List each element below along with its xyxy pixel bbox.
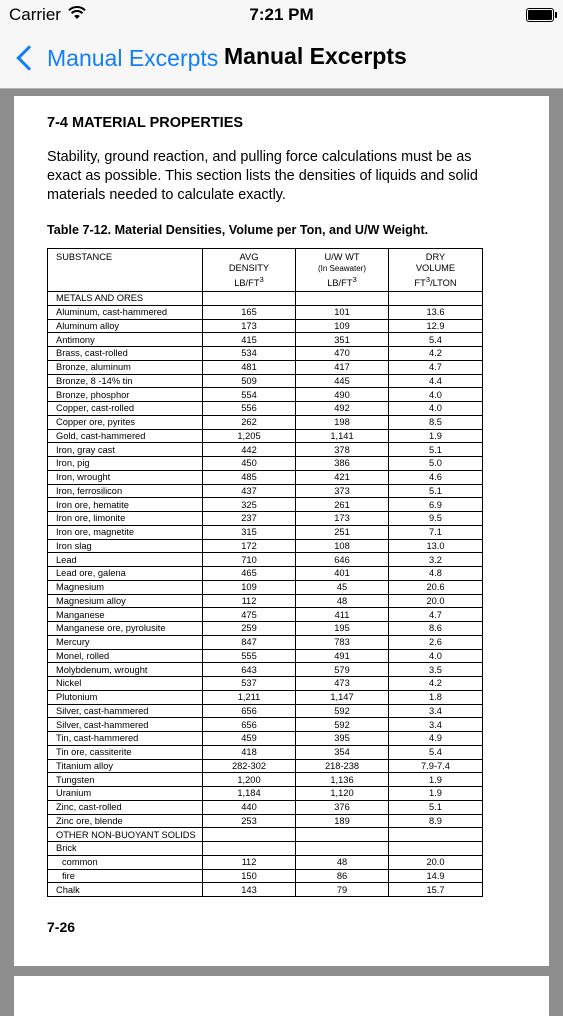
table-cell: 109: [296, 319, 389, 333]
table-cell: 537: [203, 677, 296, 691]
table-cell: 13.0: [389, 539, 483, 553]
table-cell: 1,200: [203, 773, 296, 787]
table-cell: 195: [296, 622, 389, 636]
table-cell: 485: [203, 470, 296, 484]
table-cell: 7.1: [389, 525, 483, 539]
table-cell: 783: [296, 635, 389, 649]
table-cell: 4.4: [389, 374, 483, 388]
header-substance: SUBSTANCE: [48, 249, 203, 292]
table-cell: 165: [203, 305, 296, 319]
table-cell: Tin ore, cassiterite: [48, 745, 203, 759]
table-cell: 1.8: [389, 690, 483, 704]
table-cell: [296, 828, 389, 842]
table-cell: 401: [296, 567, 389, 581]
table-cell: 48: [296, 594, 389, 608]
table-cell: Uranium: [48, 787, 203, 801]
table-cell: 172: [203, 539, 296, 553]
table-cell: 4.9: [389, 732, 483, 746]
table-cell: 445: [296, 374, 389, 388]
table-cell: 509: [203, 374, 296, 388]
status-time: 7:21 PM: [249, 5, 314, 24]
header-uw-weight: U/W WT (In Seawater) $LB/FT^3$: [296, 249, 389, 292]
table-cell: 251: [296, 525, 389, 539]
table-cell: 8.6: [389, 622, 483, 636]
table-cell: 473: [296, 677, 389, 691]
table-cell: Gold, cast-hammered: [48, 429, 203, 443]
table-cell: 4.0: [389, 649, 483, 663]
table-row: [48, 525, 483, 539]
table-cell: Copper, cast-rolled: [48, 402, 203, 416]
table-cell: 20.0: [389, 855, 483, 869]
table-cell: 3.2: [389, 553, 483, 567]
section-title: 7-4 MATERIAL PROPERTIES: [47, 115, 244, 131]
table-cell: 108: [296, 539, 389, 553]
table-cell: 395: [296, 732, 389, 746]
table-cell: Bronze, phosphor: [48, 388, 203, 402]
table-cell: 4.8: [389, 567, 483, 581]
table-cell: 556: [203, 402, 296, 416]
table-cell: 4.0: [389, 388, 483, 402]
table-cell: 4.6: [389, 470, 483, 484]
table-cell: [389, 842, 483, 856]
table-row: [48, 443, 483, 457]
table-cell: 20.0: [389, 594, 483, 608]
category-row: [48, 292, 483, 306]
table-row: [48, 622, 483, 636]
table-row: [48, 745, 483, 759]
table-cell: Zinc, cast-rolled: [48, 800, 203, 814]
table-cell: Chalk: [48, 883, 203, 897]
document-page[interactable]: [14, 96, 549, 966]
table-cell: 440: [203, 800, 296, 814]
table-cell: Iron ore, hematite: [48, 498, 203, 512]
table-row: [48, 677, 483, 691]
table-cell: 1,136: [296, 773, 389, 787]
table-cell: 579: [296, 663, 389, 677]
table-cell: 592: [296, 704, 389, 718]
table-cell: Copper ore, pyrites: [48, 415, 203, 429]
table-cell: 1,205: [203, 429, 296, 443]
table-cell: 48: [296, 855, 389, 869]
dry-unit: $FT^3$/LTON: [414, 275, 457, 289]
intro-paragraph: Stability, ground reaction, and pulling force calculations must be as exact as possible. This section lists the densities of liquids and solid materials needed to calculate exactly.: [47, 149, 478, 203]
table-cell: 847: [203, 635, 296, 649]
table-row: [48, 718, 483, 732]
table-row: [48, 388, 483, 402]
table-cell: 1,211: [203, 690, 296, 704]
table-cell: [296, 842, 389, 856]
table-cell: 4.2: [389, 677, 483, 691]
carrier-label: Carrier: [9, 5, 61, 24]
table-header-row: [48, 249, 483, 292]
table-cell: 189: [296, 814, 389, 828]
table-cell: 491: [296, 649, 389, 663]
table-cell: common: [48, 855, 203, 869]
table-cell: 421: [296, 470, 389, 484]
table-cell: 1,184: [203, 787, 296, 801]
table-row: [48, 498, 483, 512]
table-cell: Iron ore, magnetite: [48, 525, 203, 539]
table-cell: Mercury: [48, 635, 203, 649]
table-cell: 237: [203, 512, 296, 526]
status-bar: [0, 0, 563, 30]
table-cell: 643: [203, 663, 296, 677]
table-cell: 150: [203, 869, 296, 883]
table-cell: 3.4: [389, 704, 483, 718]
table-cell: 12.9: [389, 319, 483, 333]
table-cell: 143: [203, 883, 296, 897]
table-cell: 109: [203, 580, 296, 594]
table-cell: 710: [203, 553, 296, 567]
table-cell: [203, 842, 296, 856]
table-cell: 4.0: [389, 402, 483, 416]
table-row: [48, 883, 483, 897]
table-cell: Iron ore, limonite: [48, 512, 203, 526]
table-row: [48, 484, 483, 498]
table-cell: 592: [296, 718, 389, 732]
table-cell: 8.9: [389, 814, 483, 828]
table-cell: [203, 292, 296, 306]
table-cell: Silver, cast-hammered: [48, 718, 203, 732]
table-cell: 5.0: [389, 457, 483, 471]
table-cell: 4.7: [389, 360, 483, 374]
table-cell: 351: [296, 333, 389, 347]
table-cell: 218-238: [296, 759, 389, 773]
table-cell: 253: [203, 814, 296, 828]
table-cell: 2.6: [389, 635, 483, 649]
table-cell: Iron, wrought: [48, 470, 203, 484]
table-cell: 1,120: [296, 787, 389, 801]
table-row: [48, 553, 483, 567]
table-cell: 8.5: [389, 415, 483, 429]
table-cell: 373: [296, 484, 389, 498]
table-cell: 656: [203, 704, 296, 718]
table-cell: 262: [203, 415, 296, 429]
table-cell: Plutonium: [48, 690, 203, 704]
category-row: [48, 842, 483, 856]
table-cell: 492: [296, 402, 389, 416]
table-cell: Lead: [48, 553, 203, 567]
table-cell: 646: [296, 553, 389, 567]
table-row: [48, 539, 483, 553]
table-cell: Manganese ore, pyrolusite: [48, 622, 203, 636]
table-row: [48, 635, 483, 649]
table-cell: 4.2: [389, 347, 483, 361]
table-cell: Bronze, aluminum: [48, 360, 203, 374]
table-cell: 112: [203, 594, 296, 608]
table-cell: Iron, pig: [48, 457, 203, 471]
table-cell: Tin, cast-hammered: [48, 732, 203, 746]
table-cell: Iron, ferrosilicon: [48, 484, 203, 498]
table-cell: 411: [296, 608, 389, 622]
table-cell: 13.6: [389, 305, 483, 319]
back-button[interactable]: [14, 41, 218, 75]
table-cell: [203, 828, 296, 842]
table-row: [48, 814, 483, 828]
table-cell: 79: [296, 883, 389, 897]
table-cell: 9.5: [389, 512, 483, 526]
table-cell: Magnesium: [48, 580, 203, 594]
table-row: [48, 608, 483, 622]
table-cell: 173: [296, 512, 389, 526]
table-row: [48, 374, 483, 388]
table-cell: 376: [296, 800, 389, 814]
nav-title: Manual Excerpts: [224, 43, 407, 69]
table-cell: Bronze, 8 -14% tin: [48, 374, 203, 388]
table-row: [48, 649, 483, 663]
table-cell: 386: [296, 457, 389, 471]
table-cell: 490: [296, 388, 389, 402]
table-cell: Tungsten: [48, 773, 203, 787]
table-cell: 3.5: [389, 663, 483, 677]
table-cell: 3.4: [389, 718, 483, 732]
table-cell: Lead ore, galena: [48, 567, 203, 581]
table-row: [48, 567, 483, 581]
battery-icon: [526, 8, 554, 22]
table-cell: 6.9: [389, 498, 483, 512]
page-number: 7-26: [47, 919, 76, 935]
table-row: [48, 732, 483, 746]
table-cell: 173: [203, 319, 296, 333]
table-cell: 315: [203, 525, 296, 539]
table-cell: Nickel: [48, 677, 203, 691]
table-cell: 378: [296, 443, 389, 457]
back-button-label: Manual Excerpts: [47, 44, 219, 71]
table-cell: 470: [296, 347, 389, 361]
table-cell: Manganese: [48, 608, 203, 622]
table-cell: 101: [296, 305, 389, 319]
uw-unit: $LB/FT^3$: [327, 275, 357, 289]
table-cell: 354: [296, 745, 389, 759]
table-cell: 417: [296, 360, 389, 374]
table-row: [48, 580, 483, 594]
table-row: [48, 415, 483, 429]
table-cell: Titanium alloy: [48, 759, 203, 773]
table-row: [48, 869, 483, 883]
table-cell: 459: [203, 732, 296, 746]
table-cell: Monel, rolled: [48, 649, 203, 663]
table-cell: Magnesium alloy: [48, 594, 203, 608]
table-cell: 15.7: [389, 883, 483, 897]
table-cell: 86: [296, 869, 389, 883]
table-cell: 4.7: [389, 608, 483, 622]
table-cell: Iron, gray cast: [48, 443, 203, 457]
table-cell: 656: [203, 718, 296, 732]
table-cell: 1.9: [389, 787, 483, 801]
table-cell: 325: [203, 498, 296, 512]
table-row: [48, 855, 483, 869]
table-cell: Iron slag: [48, 539, 203, 553]
table-row: [48, 347, 483, 361]
table-row: [48, 759, 483, 773]
navigation-bar: [0, 30, 563, 88]
density-unit: $LB/FT^3$: [234, 275, 264, 289]
table-row: [48, 360, 483, 374]
table-caption: Table 7-12. Material Densities, Volume per Ton, and U/W Weight.: [47, 223, 429, 237]
table-cell: 5.1: [389, 800, 483, 814]
table-cell: 5.1: [389, 443, 483, 457]
material-density-table: [47, 248, 483, 897]
table-cell: 5.1: [389, 484, 483, 498]
table-cell: 14.9: [389, 869, 483, 883]
table-cell: 1.9: [389, 773, 483, 787]
table-cell: 418: [203, 745, 296, 759]
table-cell: 282-302: [203, 759, 296, 773]
table-cell: 450: [203, 457, 296, 471]
table-cell: 415: [203, 333, 296, 347]
table-row: [48, 319, 483, 333]
table-cell: 437: [203, 484, 296, 498]
table-cell: 5.4: [389, 333, 483, 347]
header-dry-volume: DRY VOLUME $FT^3$/LTON: [389, 249, 483, 292]
table-cell: 7.9-7.4: [389, 759, 483, 773]
table-cell: 1,141: [296, 429, 389, 443]
table-cell: Aluminum alloy: [48, 319, 203, 333]
table-cell: 45: [296, 580, 389, 594]
table-row: [48, 787, 483, 801]
table-row: [48, 470, 483, 484]
table-cell: 112: [203, 855, 296, 869]
table-cell: 1.9: [389, 429, 483, 443]
table-cell: 5.4: [389, 745, 483, 759]
table-cell: 481: [203, 360, 296, 374]
top-bar: [0, 0, 563, 89]
table-cell: Silver, cast-hammered: [48, 704, 203, 718]
table-cell: 555: [203, 649, 296, 663]
table-row: [48, 594, 483, 608]
table-cell: 442: [203, 443, 296, 457]
table-row: [48, 663, 483, 677]
table-row: [48, 690, 483, 704]
table-cell: Antimony: [48, 333, 203, 347]
table-cell: 475: [203, 608, 296, 622]
chevron-left-icon: [16, 45, 41, 70]
table-cell: 1,147: [296, 690, 389, 704]
table-cell: [296, 292, 389, 306]
table-cell: 259: [203, 622, 296, 636]
table-row: [48, 333, 483, 347]
table-row: [48, 457, 483, 471]
table-cell: 554: [203, 388, 296, 402]
table-cell: Aluminum, cast-hammered: [48, 305, 203, 319]
next-page[interactable]: [14, 976, 549, 1016]
table-cell: METALS AND ORES: [48, 292, 203, 306]
table-row: [48, 773, 483, 787]
table-cell: Molybdenum, wrought: [48, 663, 203, 677]
table-cell: 465: [203, 567, 296, 581]
table-cell: fire: [48, 869, 203, 883]
table-cell: Brick: [48, 842, 203, 856]
table-cell: 261: [296, 498, 389, 512]
table-row: [48, 800, 483, 814]
table-cell: [389, 292, 483, 306]
table-cell: Brass, cast-rolled: [48, 347, 203, 361]
table-cell: [389, 828, 483, 842]
category-row: [48, 828, 483, 842]
table-cell: 198: [296, 415, 389, 429]
table-row: [48, 429, 483, 443]
header-density: AVG DENSITY $LB/FT^3$: [203, 249, 296, 292]
table-cell: OTHER NON-BUOYANT SOLIDS: [48, 828, 203, 842]
table-cell: Zinc ore, blende: [48, 814, 203, 828]
table-row: [48, 512, 483, 526]
table-row: [48, 402, 483, 416]
table-row: [48, 704, 483, 718]
table-cell: 534: [203, 347, 296, 361]
table-cell: 20.6: [389, 580, 483, 594]
table-row: [48, 305, 483, 319]
